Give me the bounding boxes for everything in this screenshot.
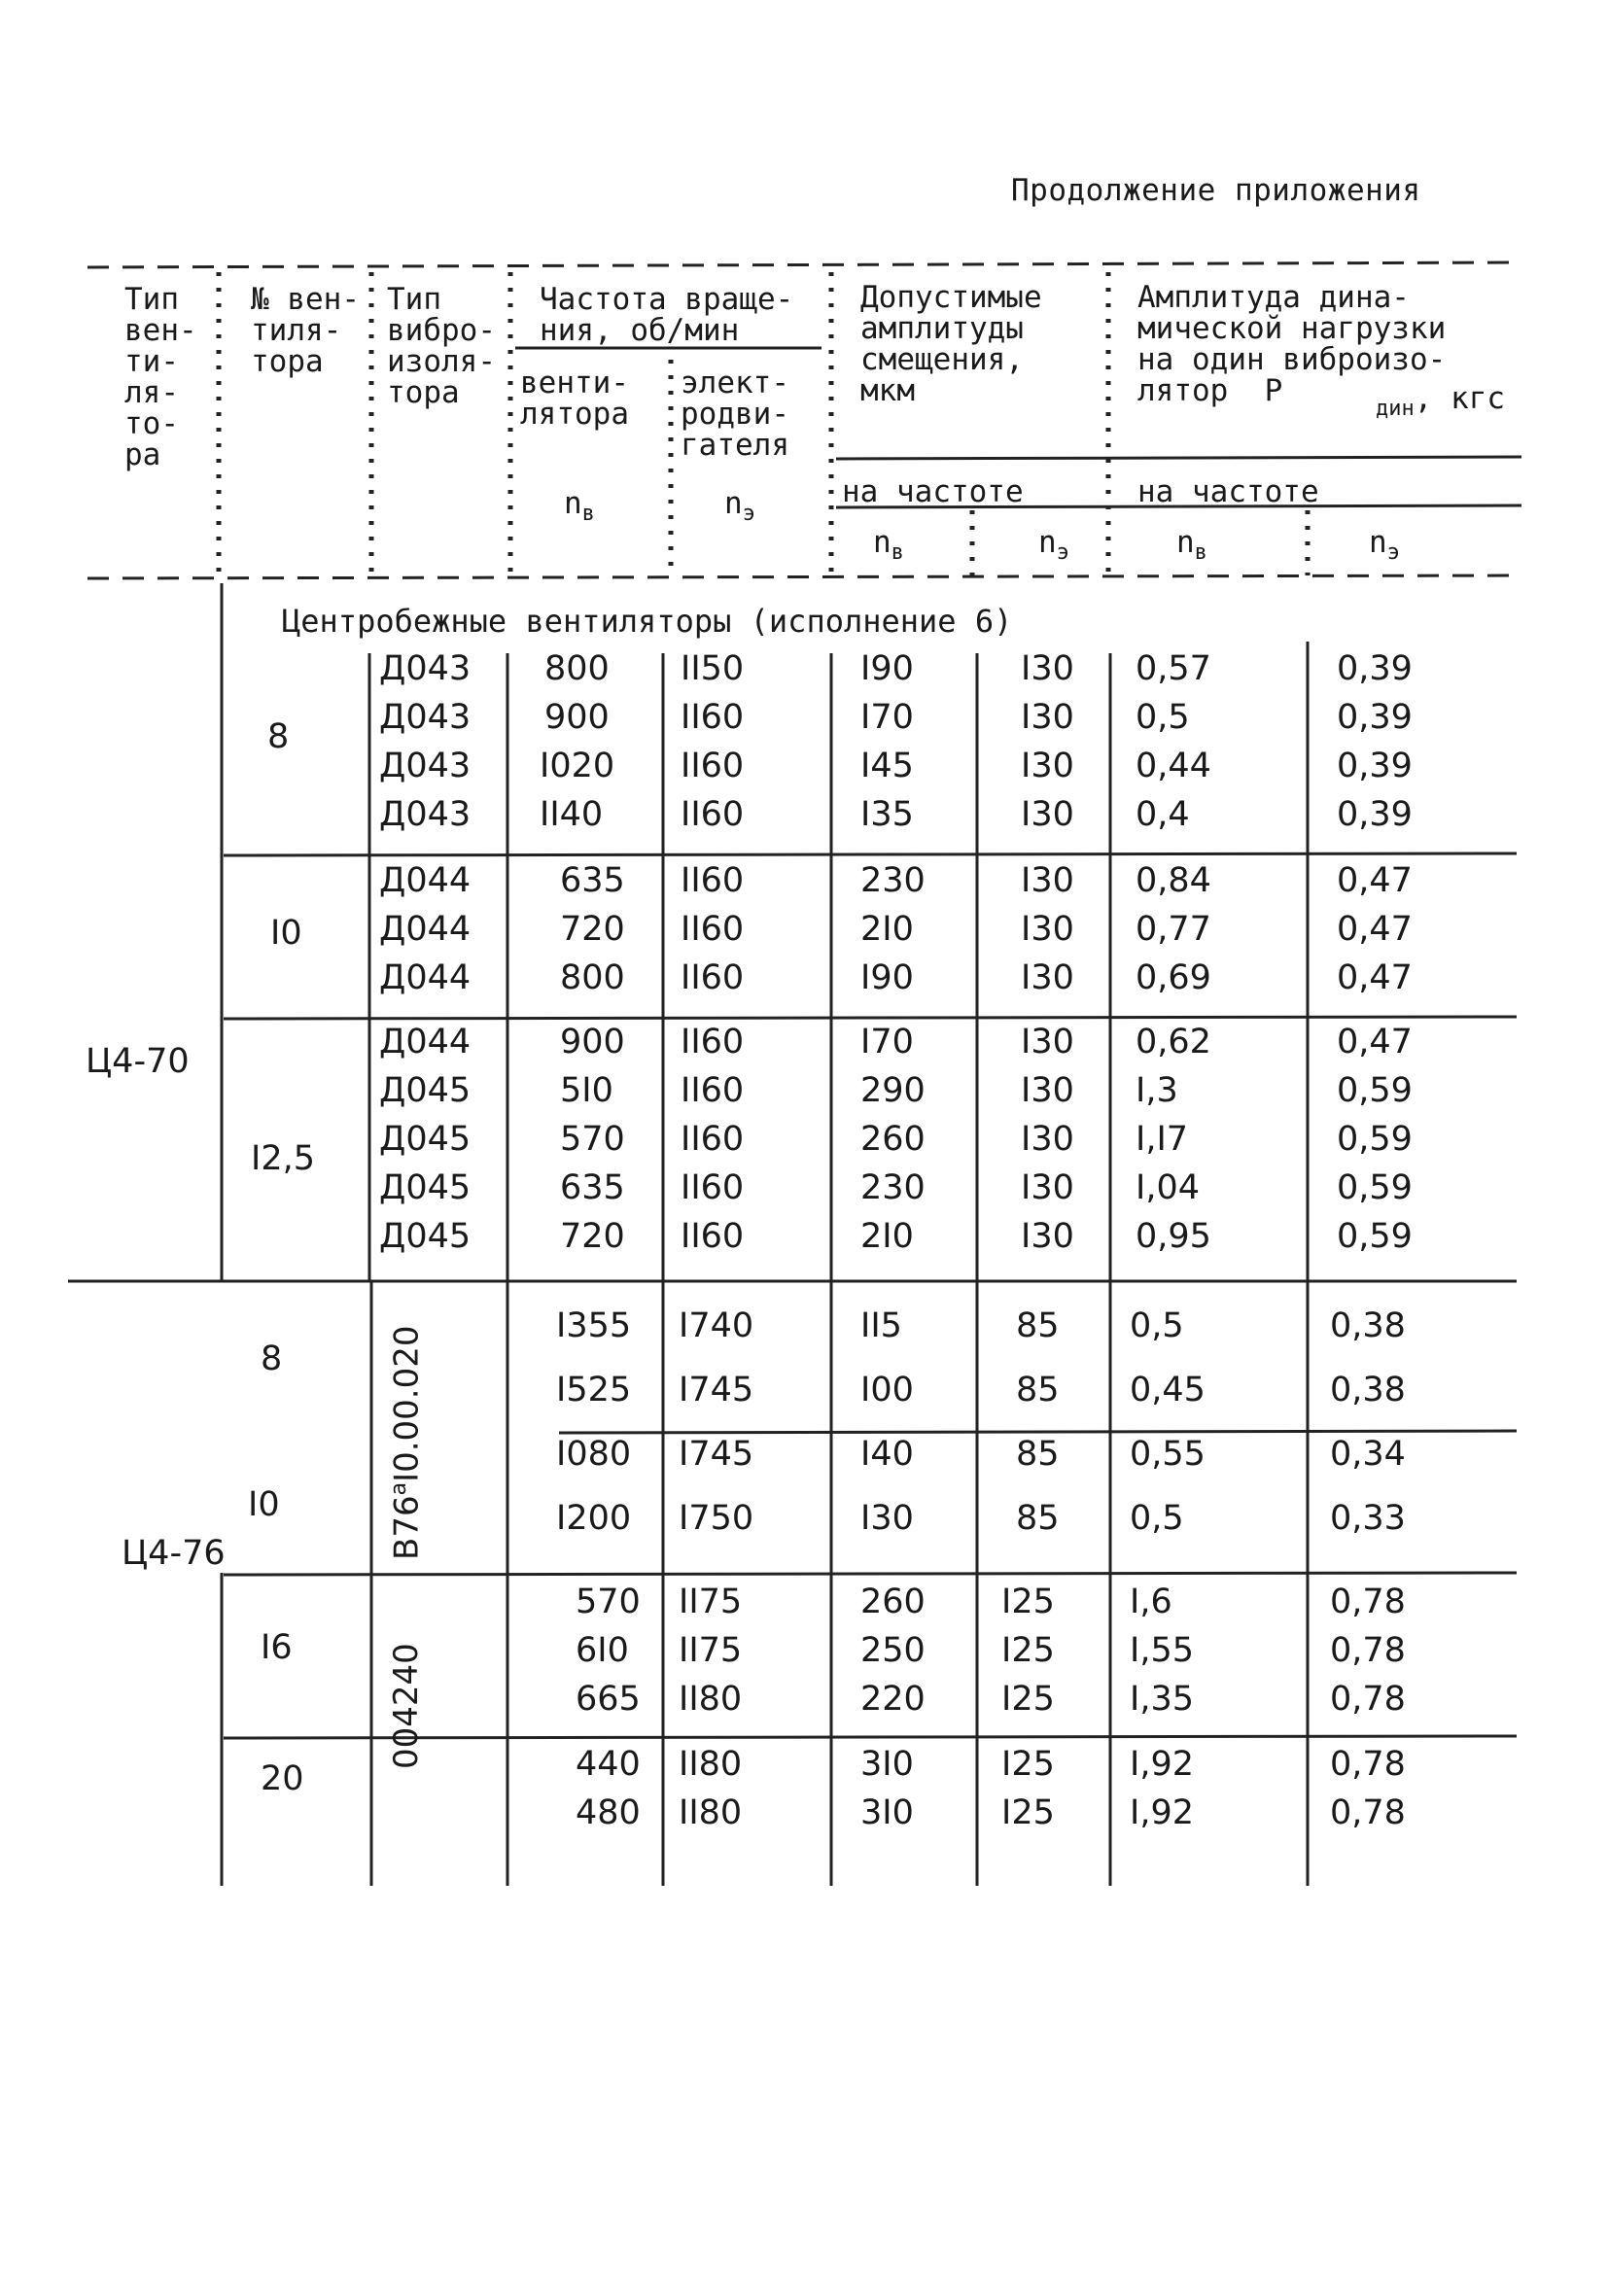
load-ne-symbol [1369,525,1400,565]
fan-freq-cell: I020 [540,747,615,785]
load-ne-cell: 0,38 [1330,1306,1406,1345]
amp-ne-cell: 85 [1016,1371,1060,1409]
fan-type-c470: Ц4-70 [86,1042,190,1081]
load-ne-cell: 0,59 [1337,1120,1413,1159]
load-ne-cell: 0,59 [1337,1071,1413,1110]
load-nb-cell: 0,95 [1136,1217,1211,1256]
fan-freq-cell: 480 [576,1793,641,1832]
amp-ne-cell: I30 [1021,1168,1074,1207]
amp-ne-cell: I30 [1021,958,1074,997]
fan-freq-cell: 440 [576,1745,641,1784]
amp-nb-cell: I90 [860,649,914,688]
amp-nb-cell: I45 [860,747,914,785]
motor-freq-cell: I740 [679,1306,754,1345]
fan-freq-cell: 5I0 [560,1071,613,1110]
amp-nb-cell: I35 [860,795,914,834]
load-nb-cell: I,I7 [1136,1120,1189,1159]
page-header: Продолжение приложения [1011,173,1421,208]
load-ne-cell: 0,38 [1330,1371,1406,1409]
dynamic-load-subscript: дин [1376,397,1415,422]
amp-nb-cell: I70 [860,698,914,737]
col-rotation-freq-header: Частота враще- ния, об/мин [540,282,794,348]
amp-ne-cell: I30 [1021,1217,1074,1256]
amp-ne-cell: I30 [1021,861,1074,900]
amp-nb-cell: 2I0 [860,910,914,949]
fan-freq-cell: 570 [560,1120,625,1159]
isolator-type-cell: Д044 [379,1023,472,1061]
isolator-a-rest: I0.00.020 [387,1325,427,1482]
fan-no-c470-12-5: I2,5 [251,1139,315,1178]
motor-freq-symbol [724,486,755,526]
fan-freq-cell: I200 [556,1499,632,1538]
motor-freq-cell: II60 [681,1217,745,1256]
amp-ne-cell: 85 [1016,1435,1060,1474]
load-ne-cell: 0,39 [1337,747,1413,785]
fan-freq-cell: 635 [560,1168,625,1207]
motor-freq-cell: II75 [679,1631,743,1670]
motor-freq-cell: II60 [681,1168,745,1207]
col-fan-subheader: венти- лятора [520,365,629,432]
load-ne-cell: 0,78 [1330,1793,1406,1832]
load-nb-symbol [1176,525,1207,565]
amp-nb-cell: 290 [860,1071,926,1110]
amp-ne-cell: I30 [1021,1120,1074,1159]
amp-ne-cell: I25 [1001,1745,1055,1784]
motor-freq-cell: II75 [679,1583,743,1621]
amp-nb-cell: I30 [860,1499,914,1538]
load-nb-cell: 0,84 [1136,861,1211,900]
fan-no-c476-10: I0 [248,1485,280,1524]
fan-no-c476-8: 8 [261,1339,283,1378]
header-top-rule [87,262,1521,267]
motor-freq-cell: II60 [681,958,745,997]
col-isolator-type-header: Тип вибро- изоля- тора [387,282,496,410]
motor-freq-cell: II60 [681,861,745,900]
load-nb-cell: 0,57 [1136,649,1211,688]
isolator-a-sup: а [387,1481,411,1496]
isolator-type-c476-a [387,1325,426,1560]
load-nb-cell: 0,45 [1130,1371,1206,1409]
load-ne-cell: 0,33 [1330,1499,1406,1538]
amp-nb-cell: 260 [860,1583,926,1621]
amp-ne-cell: I30 [1021,795,1074,834]
load-ne-cell: 0,78 [1330,1680,1406,1719]
motor-freq-cell: II60 [681,747,745,785]
fan-freq-cell: 900 [544,698,610,737]
fan-freq-cell: I355 [556,1306,632,1345]
motor-freq-cell: II60 [681,1120,745,1159]
amp-ne-cell: I25 [1001,1583,1055,1621]
fan-freq-cell: 570 [576,1583,641,1621]
load-nb-cell: I,6 [1130,1583,1172,1621]
load-nb-cell: 0,77 [1136,910,1211,949]
amp-nb-cell: 250 [860,1631,926,1670]
load-ne-cell: 0,59 [1337,1168,1413,1207]
amp-nb-cell: 220 [860,1680,926,1719]
n-symbol: n [1176,525,1195,560]
col-fan-type-header: Тип вен- ти- ля- то- ра [124,282,197,472]
fan-type-c476: Ц4-76 [122,1534,226,1573]
fan-freq-cell: 800 [560,958,625,997]
load-nb-cell: 0,44 [1136,747,1211,785]
at-freq-label-amplitudes: на частоте [842,474,1024,509]
amp-ne-cell: I30 [1021,649,1074,688]
motor-freq-cell: II60 [681,910,745,949]
at-freq-label-load: на частоте [1137,474,1319,509]
fan-freq-cell: 720 [560,1217,625,1256]
load-nb-cell: 0,5 [1130,1499,1184,1538]
motor-freq-cell: II80 [679,1793,743,1832]
isolator-type-cell: Д044 [379,910,472,949]
load-nb-cell: 0,62 [1136,1023,1211,1061]
amp-nb-cell: I90 [860,958,914,997]
amp-nb-cell: I70 [860,1023,914,1061]
n-symbol: n [724,486,743,521]
subscript-e: э [742,502,755,527]
amp-nb-cell: 230 [860,1168,926,1207]
amp-ne-cell: I25 [1001,1631,1055,1670]
fan-freq-cell: 6I0 [576,1631,629,1670]
fan-no-c476-20: 20 [261,1759,304,1798]
section-title: Центробежные вентиляторы (исполнение 6) [282,603,1013,640]
subscript-e: э [1056,540,1069,566]
load-ne-cell: 0,34 [1330,1435,1406,1474]
amp-nb-cell: 3I0 [860,1793,914,1832]
motor-freq-cell: II60 [681,1023,745,1061]
load-nb-cell: I,35 [1130,1680,1194,1719]
motor-freq-cell: II60 [681,698,745,737]
fan-freq-cell: 720 [560,910,625,949]
load-ne-cell: 0,47 [1337,861,1413,900]
isolator-type-cell: Д045 [379,1120,472,1159]
isolator-type-c476-b: 004240 [387,1643,426,1769]
motor-freq-cell: I745 [679,1435,754,1474]
load-nb-cell: I,04 [1136,1168,1200,1207]
motor-freq-cell: II80 [679,1680,743,1719]
fan-freq-cell: 635 [560,861,625,900]
amp-ne-symbol [1038,525,1069,565]
subscript-b: в [581,502,595,527]
isolator-type-cell: Д045 [379,1168,472,1207]
isolator-type-cell: Д043 [379,649,472,688]
subscript-b: в [891,540,904,566]
isolator-type-cell: Д043 [379,747,472,785]
amp-ne-cell: I30 [1021,747,1074,785]
load-nb-cell: 0,5 [1136,698,1190,737]
amp-nb-cell: II5 [860,1306,902,1345]
isolator-type-cell: Д045 [379,1217,472,1256]
load-ne-cell: 0,78 [1330,1745,1406,1784]
subscript-e: э [1386,540,1400,566]
n-symbol: n [1369,525,1387,560]
load-ne-cell: 0,39 [1337,649,1413,688]
load-ne-cell: 0,78 [1330,1631,1406,1670]
load-nb-cell: 0,69 [1136,958,1211,997]
amp-nb-cell: 230 [860,861,926,900]
motor-freq-cell: II60 [681,795,745,834]
amp-nb-cell: I40 [860,1435,914,1474]
n-symbol: n [1038,525,1057,560]
amp-ne-cell: I30 [1021,1071,1074,1110]
fan-freq-cell: 800 [544,649,610,688]
motor-freq-cell: II50 [681,649,745,688]
col-dynamic-load-header: Амплитуда дина- мической нагрузки на один виброизо- лятор P [1137,280,1447,408]
motor-freq-cell: I750 [679,1499,754,1538]
amp-ne-cell: I30 [1021,910,1074,949]
load-nb-cell: I,92 [1130,1793,1194,1832]
isolator-type-cell: Д043 [379,795,472,834]
motor-freq-cell: II60 [681,1071,745,1110]
amp-ne-cell: I25 [1001,1793,1055,1832]
amp-nb-cell: I00 [860,1371,914,1409]
load-nb-cell: 0,5 [1130,1306,1184,1345]
load-nb-cell: I,92 [1130,1745,1194,1784]
fan-no-c470-10: I0 [270,914,302,953]
load-ne-cell: 0,47 [1337,1023,1413,1061]
fan-freq-cell: 900 [560,1023,625,1061]
amp-ne-cell: I30 [1021,1023,1074,1061]
isolator-type-cell: Д044 [379,861,472,900]
fan-freq-cell: I525 [556,1371,632,1409]
motor-freq-cell: I745 [679,1371,754,1409]
isolator-type-cell: Д043 [379,698,472,737]
header-bottom-rule [87,575,1521,578]
load-ne-cell: 0,47 [1337,910,1413,949]
load-nb-cell: I,55 [1130,1631,1194,1670]
amp-nb-symbol [873,525,904,565]
load-ne-cell: 0,39 [1337,795,1413,834]
load-ne-cell: 0,39 [1337,698,1413,737]
col-motor-subheader: элект- родви- гателя [681,365,789,463]
load-nb-cell: 0,55 [1130,1435,1206,1474]
motor-freq-cell: II80 [679,1745,743,1784]
load-ne-cell: 0,47 [1337,958,1413,997]
load-nb-cell: I,3 [1136,1071,1178,1110]
load-ne-cell: 0,59 [1337,1217,1413,1256]
dynamic-load-unit-text: , кгс [1414,381,1506,416]
amp-ne-cell: 85 [1016,1499,1060,1538]
isolator-type-cell: Д045 [379,1071,472,1110]
amp-nb-cell: 2I0 [860,1217,914,1256]
n-symbol: n [873,525,891,560]
dynamic-load-unit [1376,381,1505,421]
fan-freq-cell: I080 [556,1435,632,1474]
amp-ne-cell: I25 [1001,1680,1055,1719]
load-ne-cell: 0,78 [1330,1583,1406,1621]
fan-freq-symbol [564,486,595,526]
subscript-b: в [1194,540,1207,566]
load-nb-cell: 0,4 [1136,795,1190,834]
amp-nb-cell: 260 [860,1120,926,1159]
fan-freq-cell: 665 [576,1680,641,1719]
fan-freq-cell: II40 [540,795,604,834]
col-allowed-amplitudes-header: Допустимые амплитуды смещения, мкм [860,280,1042,408]
n-symbol: n [564,486,582,521]
fan-no-c476-16: I6 [261,1628,293,1667]
fan-no-c470-8: 8 [267,717,290,756]
amp-nb-cell: 3I0 [860,1745,914,1784]
col-fan-no-header: № вен- тиля- тора [251,282,360,379]
isolator-a-main: В76 [387,1495,427,1560]
amp-ne-cell: 85 [1016,1306,1060,1345]
isolator-type-cell: Д044 [379,958,472,997]
amp-ne-cell: I30 [1021,698,1074,737]
